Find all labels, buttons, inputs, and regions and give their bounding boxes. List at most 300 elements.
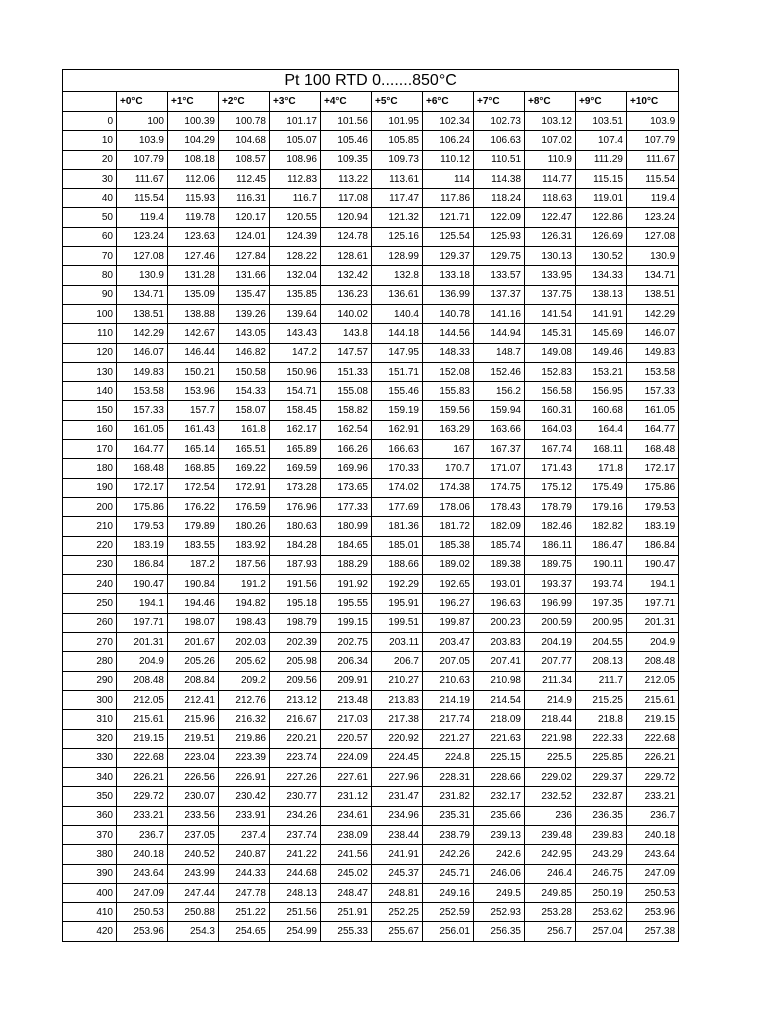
table-row [63, 806, 679, 825]
resistance-cell: 200.23 [474, 613, 525, 632]
resistance-cell: 119.4 [117, 208, 168, 227]
resistance-cell: 166.63 [372, 440, 423, 459]
resistance-cell: 147.2 [270, 343, 321, 362]
resistance-cell: 218.44 [525, 710, 576, 729]
table-row [63, 633, 679, 652]
resistance-cell: 115.54 [627, 169, 679, 188]
resistance-cell: 144.56 [423, 324, 474, 343]
resistance-cell: 172.54 [168, 478, 219, 497]
resistance-cell: 247.09 [117, 883, 168, 902]
row-label: 10 [63, 131, 117, 150]
resistance-cell: 243.64 [627, 845, 679, 864]
resistance-cell: 219.15 [627, 710, 679, 729]
resistance-cell: 252.93 [474, 903, 525, 922]
resistance-cell: 183.19 [627, 517, 679, 536]
row-label: 220 [63, 536, 117, 555]
resistance-cell: 164.77 [117, 440, 168, 459]
resistance-cell: 187.56 [219, 555, 270, 574]
resistance-cell: 202.75 [321, 633, 372, 652]
row-label: 40 [63, 189, 117, 208]
table-row [63, 497, 679, 516]
resistance-cell: 217.03 [321, 710, 372, 729]
resistance-cell: 102.73 [474, 112, 525, 131]
resistance-cell: 182.09 [474, 517, 525, 536]
resistance-cell: 110.12 [423, 150, 474, 169]
table-row [63, 864, 679, 883]
resistance-cell: 123.24 [117, 227, 168, 246]
resistance-cell: 216.32 [219, 710, 270, 729]
resistance-cell: 126.69 [576, 227, 627, 246]
column-header: +5°C [372, 92, 423, 112]
resistance-cell: 209.2 [219, 671, 270, 690]
resistance-cell: 185.74 [474, 536, 525, 555]
resistance-cell: 175.12 [525, 478, 576, 497]
row-label: 80 [63, 266, 117, 285]
resistance-cell: 103.51 [576, 112, 627, 131]
resistance-cell: 130.9 [117, 266, 168, 285]
resistance-cell: 199.51 [372, 613, 423, 632]
resistance-cell: 204.55 [576, 633, 627, 652]
row-label: 70 [63, 247, 117, 266]
row-label: 30 [63, 169, 117, 188]
resistance-cell: 147.95 [372, 343, 423, 362]
resistance-cell: 228.31 [423, 768, 474, 787]
resistance-cell: 180.26 [219, 517, 270, 536]
column-header: +3°C [270, 92, 321, 112]
resistance-cell: 166.26 [321, 440, 372, 459]
resistance-cell: 200.95 [576, 613, 627, 632]
table-row [63, 324, 679, 343]
resistance-cell: 153.21 [576, 362, 627, 381]
resistance-cell: 161.05 [117, 420, 168, 439]
resistance-cell: 256.35 [474, 922, 525, 941]
resistance-cell: 179.53 [627, 497, 679, 516]
resistance-cell: 124.39 [270, 227, 321, 246]
resistance-cell: 201.67 [168, 633, 219, 652]
resistance-cell: 186.11 [525, 536, 576, 555]
resistance-cell: 168.85 [168, 459, 219, 478]
resistance-cell: 125.54 [423, 227, 474, 246]
resistance-cell: 150.21 [168, 362, 219, 381]
row-label: 60 [63, 227, 117, 246]
resistance-cell: 174.75 [474, 478, 525, 497]
resistance-cell: 121.32 [372, 208, 423, 227]
resistance-cell: 144.18 [372, 324, 423, 343]
resistance-cell: 107.4 [576, 131, 627, 150]
resistance-cell: 208.48 [627, 652, 679, 671]
resistance-cell: 153.58 [117, 382, 168, 401]
resistance-cell: 241.56 [321, 845, 372, 864]
resistance-cell: 100.39 [168, 112, 219, 131]
resistance-cell: 216.67 [270, 710, 321, 729]
resistance-cell: 205.98 [270, 652, 321, 671]
resistance-cell: 176.59 [219, 497, 270, 516]
resistance-cell: 203.47 [423, 633, 474, 652]
resistance-cell: 199.15 [321, 613, 372, 632]
resistance-cell: 101.56 [321, 112, 372, 131]
resistance-cell: 153.58 [627, 362, 679, 381]
resistance-cell: 161.05 [627, 401, 679, 420]
resistance-cell: 117.08 [321, 189, 372, 208]
resistance-cell: 226.21 [117, 768, 168, 787]
resistance-cell: 165.51 [219, 440, 270, 459]
resistance-cell: 157.7 [168, 401, 219, 420]
resistance-cell: 135.09 [168, 285, 219, 304]
column-header: +0°C [117, 92, 168, 112]
resistance-cell: 214.54 [474, 690, 525, 709]
resistance-cell: 249.5 [474, 883, 525, 902]
resistance-cell: 201.31 [117, 633, 168, 652]
resistance-cell: 168.48 [627, 440, 679, 459]
row-label: 300 [63, 690, 117, 709]
resistance-cell: 223.39 [219, 748, 270, 767]
resistance-cell: 140.02 [321, 304, 372, 323]
resistance-cell: 128.61 [321, 247, 372, 266]
resistance-cell: 111.67 [117, 169, 168, 188]
row-label: 310 [63, 710, 117, 729]
resistance-cell: 225.85 [576, 748, 627, 767]
resistance-cell: 159.19 [372, 401, 423, 420]
resistance-cell: 164.77 [627, 420, 679, 439]
resistance-cell: 229.72 [627, 768, 679, 787]
resistance-cell: 198.43 [219, 613, 270, 632]
resistance-cell: 138.88 [168, 304, 219, 323]
resistance-cell: 160.31 [525, 401, 576, 420]
table-row [63, 247, 679, 266]
resistance-cell: 205.26 [168, 652, 219, 671]
resistance-cell: 145.31 [525, 324, 576, 343]
resistance-cell: 143.43 [270, 324, 321, 343]
resistance-cell: 156.58 [525, 382, 576, 401]
resistance-cell: 194.1 [117, 594, 168, 613]
resistance-cell: 211.7 [576, 671, 627, 690]
resistance-cell: 245.02 [321, 864, 372, 883]
resistance-cell: 170.33 [372, 459, 423, 478]
resistance-cell: 155.46 [372, 382, 423, 401]
resistance-cell: 240.18 [117, 845, 168, 864]
resistance-cell: 135.85 [270, 285, 321, 304]
resistance-cell: 215.61 [627, 690, 679, 709]
resistance-cell: 141.91 [576, 304, 627, 323]
resistance-cell: 144.94 [474, 324, 525, 343]
row-label: 320 [63, 729, 117, 748]
title-row [63, 70, 679, 92]
row-label: 180 [63, 459, 117, 478]
resistance-cell: 209.56 [270, 671, 321, 690]
resistance-cell: 135.47 [219, 285, 270, 304]
table-row [63, 903, 679, 922]
resistance-cell: 131.66 [219, 266, 270, 285]
resistance-cell: 138.51 [117, 304, 168, 323]
resistance-cell: 157.33 [117, 401, 168, 420]
column-header: +9°C [576, 92, 627, 112]
column-header-row [63, 92, 679, 112]
resistance-cell: 148.33 [423, 343, 474, 362]
table-row [63, 825, 679, 844]
resistance-cell: 208.13 [576, 652, 627, 671]
resistance-cell: 109.35 [321, 150, 372, 169]
resistance-cell: 244.33 [219, 864, 270, 883]
resistance-cell: 140.4 [372, 304, 423, 323]
resistance-cell: 104.68 [219, 131, 270, 150]
resistance-cell: 215.96 [168, 710, 219, 729]
resistance-cell: 128.99 [372, 247, 423, 266]
resistance-cell: 223.74 [270, 748, 321, 767]
resistance-cell: 172.91 [219, 478, 270, 497]
column-header: +1°C [168, 92, 219, 112]
resistance-cell: 139.64 [270, 304, 321, 323]
resistance-cell: 250.53 [627, 883, 679, 902]
resistance-cell: 228.66 [474, 768, 525, 787]
resistance-cell: 132.8 [372, 266, 423, 285]
resistance-cell: 107.79 [117, 150, 168, 169]
resistance-cell: 234.96 [372, 806, 423, 825]
resistance-cell: 133.95 [525, 266, 576, 285]
table-title: Pt 100 RTD 0.......850°C [63, 70, 679, 92]
table-row [63, 671, 679, 690]
resistance-cell: 226.91 [219, 768, 270, 787]
resistance-cell: 118.24 [474, 189, 525, 208]
resistance-cell: 219.15 [117, 729, 168, 748]
resistance-cell: 155.08 [321, 382, 372, 401]
resistance-cell: 198.07 [168, 613, 219, 632]
resistance-cell: 142.29 [627, 304, 679, 323]
resistance-cell: 229.37 [576, 768, 627, 787]
resistance-cell: 117.86 [423, 189, 474, 208]
resistance-cell: 222.68 [117, 748, 168, 767]
resistance-cell: 113.61 [372, 169, 423, 188]
resistance-cell: 227.26 [270, 768, 321, 787]
resistance-cell: 137.37 [474, 285, 525, 304]
resistance-cell: 240.18 [627, 825, 679, 844]
resistance-cell: 247.78 [219, 883, 270, 902]
row-label: 0 [63, 112, 117, 131]
resistance-cell: 248.47 [321, 883, 372, 902]
resistance-cell: 112.06 [168, 169, 219, 188]
resistance-cell: 253.96 [627, 903, 679, 922]
resistance-cell: 238.79 [423, 825, 474, 844]
resistance-cell: 105.07 [270, 131, 321, 150]
resistance-cell: 243.99 [168, 864, 219, 883]
resistance-cell: 207.05 [423, 652, 474, 671]
resistance-cell: 254.3 [168, 922, 219, 941]
row-label: 170 [63, 440, 117, 459]
resistance-cell: 195.55 [321, 594, 372, 613]
resistance-cell: 222.68 [627, 729, 679, 748]
resistance-cell: 114 [423, 169, 474, 188]
resistance-cell: 240.87 [219, 845, 270, 864]
column-header: +2°C [219, 92, 270, 112]
resistance-cell: 204.9 [627, 633, 679, 652]
resistance-cell: 142.67 [168, 324, 219, 343]
resistance-cell: 152.08 [423, 362, 474, 381]
table-row [63, 208, 679, 227]
resistance-cell: 146.07 [627, 324, 679, 343]
resistance-cell: 210.98 [474, 671, 525, 690]
resistance-cell: 246.06 [474, 864, 525, 883]
resistance-cell: 212.05 [117, 690, 168, 709]
resistance-cell: 231.12 [321, 787, 372, 806]
resistance-cell: 113.22 [321, 169, 372, 188]
row-label: 370 [63, 825, 117, 844]
resistance-cell: 234.61 [321, 806, 372, 825]
resistance-cell: 134.71 [117, 285, 168, 304]
resistance-cell: 136.61 [372, 285, 423, 304]
resistance-cell: 111.29 [576, 150, 627, 169]
resistance-cell: 181.72 [423, 517, 474, 536]
resistance-cell: 178.79 [525, 497, 576, 516]
resistance-cell: 180.99 [321, 517, 372, 536]
resistance-cell: 193.37 [525, 575, 576, 594]
resistance-cell: 152.83 [525, 362, 576, 381]
resistance-cell: 193.01 [474, 575, 525, 594]
resistance-cell: 169.22 [219, 459, 270, 478]
resistance-cell: 154.33 [219, 382, 270, 401]
resistance-cell: 103.9 [627, 112, 679, 131]
resistance-cell: 121.71 [423, 208, 474, 227]
resistance-cell: 256.01 [423, 922, 474, 941]
resistance-cell: 255.67 [372, 922, 423, 941]
table-row [63, 189, 679, 208]
resistance-cell: 196.99 [525, 594, 576, 613]
row-label: 420 [63, 922, 117, 941]
resistance-cell: 255.33 [321, 922, 372, 941]
resistance-cell: 176.96 [270, 497, 321, 516]
resistance-cell: 224.45 [372, 748, 423, 767]
resistance-cell: 224.8 [423, 748, 474, 767]
resistance-cell: 183.19 [117, 536, 168, 555]
resistance-cell: 139.26 [219, 304, 270, 323]
row-label: 410 [63, 903, 117, 922]
resistance-cell: 127.84 [219, 247, 270, 266]
resistance-cell: 200.59 [525, 613, 576, 632]
table-row [63, 555, 679, 574]
resistance-cell: 221.63 [474, 729, 525, 748]
resistance-cell: 253.62 [576, 903, 627, 922]
resistance-cell: 190.84 [168, 575, 219, 594]
resistance-cell: 241.22 [270, 845, 321, 864]
corner-cell [63, 92, 117, 112]
resistance-cell: 161.43 [168, 420, 219, 439]
resistance-cell: 127.46 [168, 247, 219, 266]
resistance-cell: 220.21 [270, 729, 321, 748]
table-row [63, 845, 679, 864]
table-row [63, 150, 679, 169]
resistance-cell: 191.2 [219, 575, 270, 594]
row-label: 240 [63, 575, 117, 594]
resistance-cell: 178.06 [423, 497, 474, 516]
resistance-cell: 182.82 [576, 517, 627, 536]
table-row [63, 459, 679, 478]
resistance-cell: 131.28 [168, 266, 219, 285]
resistance-cell: 112.83 [270, 169, 321, 188]
resistance-cell: 195.91 [372, 594, 423, 613]
resistance-cell: 119.01 [576, 189, 627, 208]
resistance-cell: 182.46 [525, 517, 576, 536]
resistance-cell: 130.52 [576, 247, 627, 266]
resistance-cell: 233.21 [117, 806, 168, 825]
resistance-cell: 202.39 [270, 633, 321, 652]
resistance-cell: 225.5 [525, 748, 576, 767]
column-header: +4°C [321, 92, 372, 112]
row-label: 360 [63, 806, 117, 825]
resistance-cell: 233.21 [627, 787, 679, 806]
rtd-table [62, 69, 679, 942]
resistance-cell: 122.09 [474, 208, 525, 227]
column-header: +7°C [474, 92, 525, 112]
resistance-cell: 249.16 [423, 883, 474, 902]
resistance-cell: 171.07 [474, 459, 525, 478]
resistance-cell: 238.44 [372, 825, 423, 844]
resistance-cell: 215.25 [576, 690, 627, 709]
resistance-cell: 234.26 [270, 806, 321, 825]
resistance-cell: 186.84 [627, 536, 679, 555]
resistance-cell: 229.02 [525, 768, 576, 787]
resistance-cell: 126.31 [525, 227, 576, 246]
resistance-cell: 138.13 [576, 285, 627, 304]
table-row [63, 382, 679, 401]
resistance-cell: 185.38 [423, 536, 474, 555]
resistance-cell: 237.74 [270, 825, 321, 844]
resistance-cell: 167.74 [525, 440, 576, 459]
resistance-cell: 156.2 [474, 382, 525, 401]
resistance-cell: 191.56 [270, 575, 321, 594]
resistance-cell: 116.7 [270, 189, 321, 208]
resistance-cell: 232.17 [474, 787, 525, 806]
resistance-cell: 146.07 [117, 343, 168, 362]
resistance-cell: 238.09 [321, 825, 372, 844]
resistance-cell: 194.82 [219, 594, 270, 613]
table-row [63, 169, 679, 188]
resistance-cell: 236.7 [117, 825, 168, 844]
resistance-cell: 172.17 [627, 459, 679, 478]
row-label: 190 [63, 478, 117, 497]
resistance-cell: 188.66 [372, 555, 423, 574]
resistance-cell: 147.57 [321, 343, 372, 362]
resistance-cell: 221.98 [525, 729, 576, 748]
resistance-cell: 239.83 [576, 825, 627, 844]
table-row [63, 594, 679, 613]
resistance-cell: 137.75 [525, 285, 576, 304]
resistance-cell: 155.83 [423, 382, 474, 401]
resistance-cell: 160.68 [576, 401, 627, 420]
resistance-cell: 179.89 [168, 517, 219, 536]
resistance-cell: 109.73 [372, 150, 423, 169]
resistance-cell: 242.26 [423, 845, 474, 864]
row-label: 260 [63, 613, 117, 632]
resistance-cell: 164.03 [525, 420, 576, 439]
resistance-cell: 134.71 [627, 266, 679, 285]
resistance-cell: 173.28 [270, 478, 321, 497]
resistance-cell: 159.94 [474, 401, 525, 420]
resistance-cell: 218.8 [576, 710, 627, 729]
resistance-cell: 212.76 [219, 690, 270, 709]
row-label: 280 [63, 652, 117, 671]
resistance-cell: 217.38 [372, 710, 423, 729]
table-row [63, 478, 679, 497]
resistance-cell: 245.37 [372, 864, 423, 883]
table-row [63, 401, 679, 420]
resistance-cell: 247.09 [627, 864, 679, 883]
resistance-cell: 254.65 [219, 922, 270, 941]
resistance-cell: 252.25 [372, 903, 423, 922]
resistance-cell: 110.51 [474, 150, 525, 169]
resistance-cell: 104.29 [168, 131, 219, 150]
resistance-cell: 197.35 [576, 594, 627, 613]
resistance-cell: 103.12 [525, 112, 576, 131]
resistance-cell: 151.71 [372, 362, 423, 381]
resistance-cell: 208.84 [168, 671, 219, 690]
